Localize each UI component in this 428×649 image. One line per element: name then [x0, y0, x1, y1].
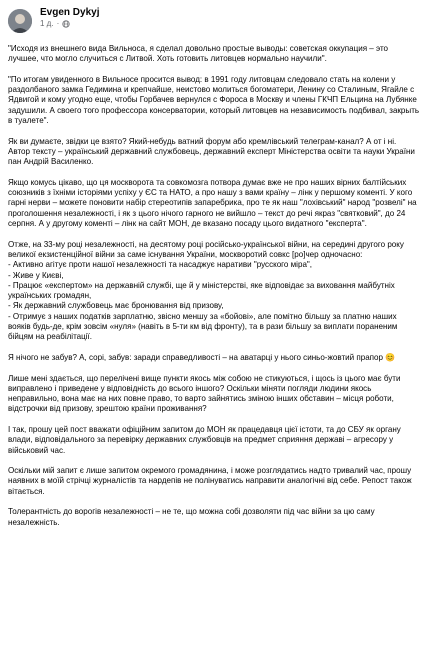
list-item: - Як державний службовець має бронювання від призову,: [8, 301, 224, 311]
paragraph-official-request: І так, прошу цей пост вважати офіційним запитом до МОН як працедавця цієї істоти, та до СБУ як органу влади, відповідального за перевірку державних службовців на предмет сприяння державі – агресору у військовий час.: [8, 424, 401, 455]
author-name[interactable]: Evgen Dykyj: [40, 7, 100, 18]
post-body: [8, 44, 420, 528]
paragraph-conclusion: Толерантність до ворогів незалежності – не те, що можна собі дозволяти під час війни за цю саму незалежність.: [8, 507, 375, 527]
paragraph-source-question: Як ви думаєте, звідки це взято? Який-небудь ватний форум або кремлівський телеграм-канал? А от і ні. Автор тексту – український державний службовець, державний експерт Міністерства освіти та науки України пан Андрій Василенко.: [8, 136, 415, 167]
post-timestamp[interactable]: 1 д.: [40, 19, 54, 28]
paragraph-quote-2: "По итогам увиденного в Вильносе просится вывод: в 1991 году литовцам следовало стать на колени у раздолбаного замка Гедимина и крепчайше, неистово молиться богоматери, Ленину со Сталиным, Ягайле с Ядвигой и кому угодно еще, чтобы Горбачев вернулся с Фороса в Москву и члены ГКЧП Ельцина на Лубянке задушили. А своего того профессора консерватории, который литовцев на независимость подбивал, закрыть в туалете".: [8, 74, 420, 126]
list-item: - Живе у Києві,: [8, 270, 64, 280]
paragraph-question: Лише мені здається, що перелічені вище пункти якось між собою не стикуються, і щось із цього має бути виправлено і приведене у відповідність до всього іншого? Оскільки міняти погляди людини якось неправильно, вона має на них повне право, то варто зайнятись зміною інших обставин – місця роботи, відстрочки від призову, зрештою країни проживання?: [8, 373, 401, 414]
post-header: [8, 8, 420, 38]
post-meta: [40, 8, 99, 28]
avatar-photo-icon: [8, 9, 32, 33]
list-item: - Активно агітує проти нашої незалежності та насаджує наративи "русского міра",: [8, 260, 313, 270]
paragraph-link-info: Якщо комусь цікаво, що ця москворота та совкомозга потвора думає вже не про наших вірних балтійських союзників з їхніми історіями успіху у ЄС та НАТО, а про нашу з вами країну – лінк у першому коменті. У кого гарні нерви – можете поновити набір стереотипів запаребрика, про те як наш "лохівський" народ "розвелі" на проголошення незалежності, і як з цього нічого гарного не вийшло – текст до речі якраз "святковий", до 24 серпня. А у другому коменті – лінк на сайт МОН, де вказано посаду цього видатного "експерта".: [8, 177, 417, 229]
paragraph-list-intro: Отже, на 33-му році незалежності, на десятому році російсько-української війни, на середині другого року великої екзистенційної війни за саме існування України, москворотий совкс [ро]чер одночасно:: [8, 239, 404, 259]
paragraph-quote-1: "Исходя из внешнего вида Вильноса, я сделал довольно простые выводы: советская оккупация – это лучшее, что могло случиться с Литвой. Хоть готовить литовцев нормально научили".: [8, 44, 389, 64]
paragraph-avatar-note: Я нічого не забув? А, сорі, забув: заради справедливості – на аватарці у нього синьо-жовтий прапор 😊: [8, 352, 396, 362]
globe-icon[interactable]: [62, 20, 70, 28]
avatar[interactable]: [8, 9, 32, 33]
list-item: - Працює «експертом» на державній службі, ще й у міністерстві, яке відповідає за виховання майбутніх українських громадян,: [8, 280, 395, 301]
paragraph-journalists-request: Оскільки мій запит є лише запитом окремого громадянина, і може розглядатись надто тривалий час, прошу наявних в моїй стрічці журналістів та нардепів не полінуватись направити аналогічні від себе. Репост також вітається.: [8, 466, 412, 496]
list-item: - Отримує з наших податків зарплатню, звісно меншу за «бойові», але помітно більшу за платню наших вояків будь-де, крім зовсім «нуля» (навіть в 5-ти км від фронту), та в рази більшу за виплати пораненим бійцям на реабілітації.: [8, 311, 398, 342]
post-time-row: [40, 20, 99, 28]
separator-dot: ·: [56, 19, 60, 28]
points-list: [8, 260, 420, 342]
